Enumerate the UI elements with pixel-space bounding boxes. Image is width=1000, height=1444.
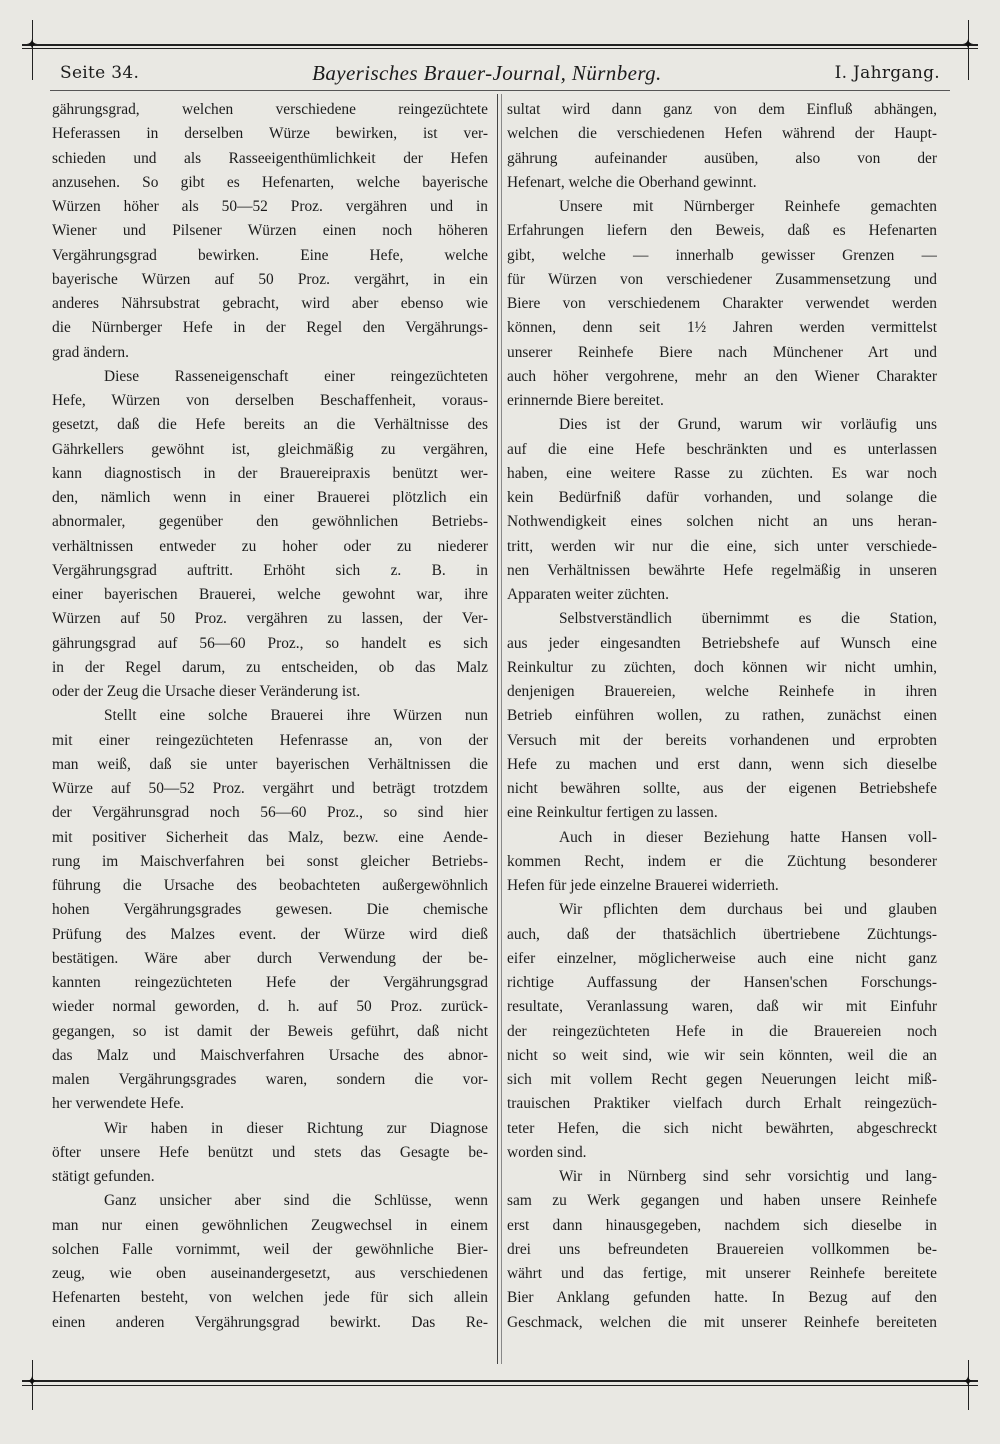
- text-line: resultate, Veranlassung waren, daß wir mit Einfuhr: [507, 998, 937, 1016]
- text-line: Versuch mit der bereits vorhandenen und erprobten: [507, 731, 937, 749]
- text-line: gibt, welche — innerhalb gewisser Grenzen —: [507, 246, 937, 264]
- text-line: solchen Falle vornimmt, weil der gewöhnliche Bier-: [52, 1240, 488, 1258]
- text-line: für Würzen von verschiedener Zusammensetzung und: [507, 270, 937, 288]
- left-column: [52, 98, 488, 1335]
- text-line: eifer einzelner, möglicherweise auch eine nicht ganz: [507, 949, 937, 967]
- text-line: gährung aufeinander ausüben, also von der: [507, 149, 937, 167]
- right-column: [507, 98, 937, 1335]
- text-line: mit einer reingezüchteten Hefenrasse an, von der: [52, 731, 488, 749]
- text-line: Dies ist der Grund, warum wir vorläufig uns: [559, 416, 937, 434]
- text-line: Vergährungsgrad bewirken. Eine Hefe, welche: [52, 246, 488, 264]
- text-line: Wir pflichten dem durchaus bei und glauben: [559, 901, 937, 919]
- text-line: können, denn seit 1½ Jahren werden vermittelst: [507, 319, 937, 337]
- text-line: Hefen für jede einzelne Brauerei widerrieth.: [507, 877, 779, 894]
- column-divider-thin: [501, 94, 502, 1364]
- text-line: Auch in dieser Beziehung hatte Hansen voll-: [559, 828, 937, 846]
- text-line: auch höher vergohrene, mehr an den Wiener Charakter: [507, 367, 937, 385]
- text-line: Hefe, Würzen von derselben Beschaffenheit, voraus-: [52, 392, 488, 409]
- text-line: zeug, wie oben auseinandergesetzt, aus verschiedenen: [52, 1265, 488, 1282]
- text-line: wieder normal geworden, d. h. auf 50 Proz. zurück-: [52, 998, 488, 1016]
- text-line: einen anderen Vergährungsgrad bewirkt. Das Re-: [52, 1313, 488, 1331]
- text-line: malen Vergährungsgrades waren, sondern die vor-: [52, 1071, 488, 1088]
- text-line: Heferassen in derselben Würze bewirken, ist ver-: [52, 125, 488, 143]
- header-divider: [50, 90, 950, 91]
- text-line: Bier Anklang gefunden hatte. In Bezug auf den: [507, 1289, 937, 1307]
- text-line: Ganz unsicher aber sind die Schlüsse, wenn: [104, 1192, 488, 1210]
- column-divider: [497, 94, 498, 1364]
- text-line: stätigt gefunden.: [52, 1168, 155, 1185]
- text-line: kein Bedürfniß dafür vorhanden, und solange die: [507, 489, 937, 506]
- text-line: Betrieb einführen wollen, zu rathen, zunächst einen: [507, 707, 937, 725]
- text-line: Stellt eine solche Brauerei ihre Würzen nun: [104, 707, 488, 725]
- text-line: Prüfung des Malzes event. der Würze wird dieß: [52, 925, 488, 943]
- text-line: eine Reinkultur fertigen zu lassen.: [507, 804, 718, 822]
- page-number: Seite 34.: [60, 63, 140, 83]
- text-line: tritt, werden wir nur die eine, sich unter verschiede-: [507, 537, 937, 555]
- text-line: gesetzt, daß die Hefe bereits an die Verhältnisse des: [52, 416, 488, 434]
- text-line: das Malz und Maischverfahren Ursache des abnor-: [52, 1046, 488, 1064]
- text-line: denjenigen Brauereien, welche Reinhefe in ihren: [507, 683, 937, 700]
- text-line: oder der Zeug die Ursache dieser Veränderung ist.: [52, 683, 361, 700]
- text-line: worden sind.: [507, 1143, 587, 1161]
- text-line: Erfahrungen liefern den Beweis, daß es Hefenarten: [507, 222, 937, 240]
- text-line: verhältnissen entweder zu hoher oder zu niederer: [52, 537, 488, 555]
- text-line: nicht so weit sind, wie wir sein könnten, weil die an: [507, 1046, 937, 1064]
- text-line: haben, eine weitere Rasse zu züchten. Es war noch: [507, 464, 937, 482]
- ornament-icon: ✦: [26, 1374, 38, 1390]
- text-line: der reingezüchteten Hefe in die Brauereien noch: [507, 1022, 937, 1040]
- text-line: auch, daß der thatsächlich übertriebene Züchtungs-: [507, 925, 937, 943]
- text-line: auf die eine Hefe beschränkten und es unterlassen: [507, 440, 937, 458]
- text-line: richtige Auffassung der Hansen'schen Forschungs-: [507, 974, 937, 991]
- journal-title: Bayerisches Brauer-Journal, Nürnberg.: [312, 60, 662, 85]
- text-line: bestätigen. Wäre aber durch Verwendung der be-: [52, 949, 488, 967]
- text-line: den, nämlich wenn in einer Brauerei plötzlich ein: [52, 489, 488, 506]
- text-line: hohen Vergährungsgrades gewesen. Die chemische: [52, 901, 488, 919]
- text-line: nen Verhältnissen bewährte Hefe regelmäßig in unseren: [507, 561, 937, 579]
- text-line: nicht bewähren sollte, aus der eigenen Betriebshefe: [507, 780, 937, 797]
- text-line: mit positiver Sicherheit das Malz, bezw. eine Aende-: [52, 828, 488, 846]
- text-line: Reinkultur zu züchten, doch können wir nicht umhin,: [507, 658, 937, 676]
- volume-label: I. Jahrgang.: [834, 63, 940, 83]
- text-line: Würze auf 50—52 Proz. vergährt und beträgt trotzdem: [52, 780, 488, 797]
- text-line: führung die Ursache des beobachteten außergewöhnlich: [52, 877, 488, 894]
- text-line: man weiß, daß sie unter bayerischen Verhältnissen die: [52, 755, 488, 773]
- text-line: her verwendete Hefe.: [52, 1095, 185, 1113]
- text-line: kommen Recht, indem er die Züchtung besonderer: [507, 852, 937, 870]
- text-line: Hefenarten besteht, von welchen jede für sich allein: [52, 1289, 488, 1307]
- text-line: man nur einen gewöhnlichen Zeugwechsel in einem: [52, 1216, 488, 1234]
- text-line: grad ändern.: [52, 343, 129, 361]
- text-line: schieden und als Rasseeigenthümlichkeit der Hefen: [52, 149, 488, 167]
- text-line: teter Hefen, die sich nicht bewährten, abgeschreckt: [507, 1119, 937, 1137]
- text-line: Würzen auf 50 Proz. vergähren zu lassen, der Ver-: [52, 610, 488, 628]
- text-line: erinnernde Biere bereitet.: [507, 392, 664, 409]
- text-line: Vergährungsgrad auftritt. Erhöht sich z. B. in: [52, 561, 488, 579]
- text-line: einer bayerischen Brauerei, welche gewohnt war, ihre: [52, 586, 488, 603]
- text-line: gährungsgrad, welchen verschiedene reingezüchtete: [52, 101, 488, 118]
- text-line: Wiener und Pilsener Würzen einen noch höheren: [52, 222, 488, 240]
- text-line: aus jeder eingesandten Betriebshefe auf Wunsch eine: [507, 634, 937, 652]
- text-line: Apparaten weiter züchten.: [507, 586, 669, 603]
- text-line: Selbstverständlich übernimmt es die Station,: [559, 610, 937, 628]
- text-line: erst dann hinausgegeben, nachdem sich dieselbe in: [507, 1216, 937, 1234]
- text-line: währt und das fertige, mit unserer Reinhefe bereitete: [507, 1265, 937, 1282]
- ornament-icon: ✦: [26, 37, 38, 53]
- text-line: Wir haben in dieser Richtung zur Diagnose: [104, 1119, 488, 1137]
- text-line: trauischen Praktiker vielfach durch Erhalt reingezüch-: [507, 1095, 937, 1113]
- text-line: welchen die verschiedenen Hefen während der Haupt-: [507, 125, 937, 143]
- top-border-rule: [22, 44, 978, 46]
- top-border-rule-thin: [22, 48, 978, 49]
- text-line: Wir in Nürnberg sind sehr vorsichtig und lang-: [559, 1168, 937, 1185]
- text-line: der Vergährunsgrad noch 56—60 Proz., so sind hier: [52, 804, 488, 822]
- text-line: drei uns befreundeten Brauereien vollkommen be-: [507, 1240, 937, 1258]
- text-line: bayerische Würzen auf 50 Proz. vergährt, in ein: [52, 270, 488, 288]
- text-line: gährungsgrad auf 56—60 Proz., so handelt es sich: [52, 634, 488, 652]
- text-line: in der Regel darum, zu entscheiden, ob das Malz: [52, 658, 488, 676]
- text-line: rung im Maischverfahren bei sonst gleicher Betriebs-: [52, 852, 488, 870]
- ornament-icon: ✦: [962, 1374, 974, 1390]
- text-line: öfter unsere Hefe benützt und stets das Gesagte be-: [52, 1143, 488, 1161]
- text-line: unserer Reinhefe Biere nach Münchener Art und: [507, 343, 937, 361]
- text-line: Unsere mit Nürnberger Reinhefe gemachten: [559, 198, 937, 215]
- text-line: Biere von verschiedenem Charakter verwendet werden: [507, 295, 937, 312]
- text-line: abnormaler, gegenüber den gewöhnlichen Betriebs-: [52, 513, 488, 531]
- text-line: sich mit vollem Recht gegen Neuerungen leicht miß-: [507, 1071, 937, 1088]
- text-line: sam zu Werk gegangen und haben unsere Reinhefe: [507, 1192, 937, 1210]
- text-line: Würzen höher als 50—52 Proz. vergähren und in: [52, 198, 488, 215]
- text-line: sultat wird dann ganz von dem Einfluß abhängen,: [507, 101, 937, 118]
- text-line: kannten reingezüchteten Hefe der Vergährungsgrad: [52, 974, 488, 991]
- text-line: anderes Nährsubstrat gebracht, wird aber ebenso wie: [52, 295, 488, 312]
- text-line: kann diagnostisch in der Brauereipraxis benützt wer-: [52, 464, 488, 482]
- text-line: Gährkellers gewöhnt ist, gleichmäßig zu vergähren,: [52, 440, 488, 458]
- text-line: Geschmack, welchen die mit unserer Reinhefe bereiteten: [507, 1313, 937, 1331]
- bottom-border-rule: [22, 1380, 978, 1382]
- text-line: Nothwendigkeit eines solchen nicht an uns heran-: [507, 513, 937, 531]
- text-line: die Nürnberger Hefe in der Regel den Vergährungs-: [52, 319, 488, 337]
- text-line: anzusehen. So gibt es Hefenarten, welche bayerische: [52, 173, 488, 191]
- text-line: Diese Rasseneigenschaft einer reingezüchteten: [104, 367, 488, 385]
- text-line: gegangen, so ist damit der Beweis geführt, daß nicht: [52, 1022, 488, 1040]
- page-header: [60, 58, 940, 88]
- text-line: Hefenart, welche die Oberhand gewinnt.: [507, 173, 757, 191]
- bottom-border-rule-thin: [22, 1385, 978, 1386]
- ornament-icon: ✦: [962, 37, 974, 53]
- text-line: Hefe zu machen und erst dann, wenn sich dieselbe: [507, 755, 937, 773]
